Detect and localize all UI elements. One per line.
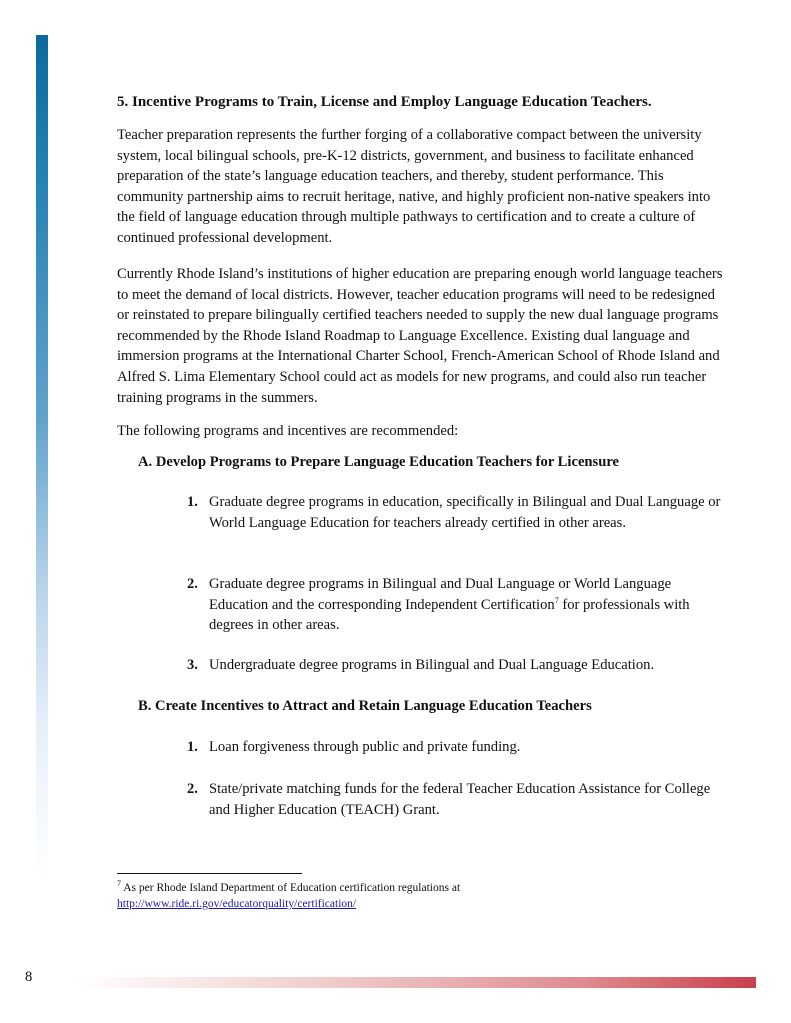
list-item	[187, 737, 727, 758]
bottom-accent-bar	[76, 977, 756, 988]
subsection-heading-b: B. Create Incentives to Attract and Retain Language Education Teachers	[138, 698, 592, 714]
list-text	[209, 574, 727, 636]
page-number: 8	[25, 969, 33, 985]
left-accent-bar	[36, 35, 48, 880]
list-number: 2.	[187, 576, 198, 592]
paragraph-current-status: Currently Rhode Island’s institutions of higher education are preparing enough world language teachers to meet the demand of local districts. However, teacher education programs will need to be redesigned or reinstated to prepare bilingually certified teachers needed to supply the new dual language programs recommended by the Rhode Island Roadmap to Language Excellence. Existing dual language and immersion programs at the International Charter School, French-American School of Rhode Island and Alfred S. Lima Elementary School could act as models for new programs, and could also run teacher training programs in the summers.	[117, 266, 723, 406]
subsection-heading-a: A. Develop Programs to Prepare Language Education Teachers for Licensure	[138, 454, 620, 470]
list-number: 3.	[187, 657, 198, 673]
footnote-reference[interactable]: 7	[554, 595, 559, 605]
list-text: Undergraduate degree programs in Bilingual and Dual Language Education.	[209, 657, 655, 673]
list-text: Graduate degree programs in education, specifically in Bilingual and Dual Language or World Language Education for teachers already certified in other areas.	[209, 494, 721, 531]
list-text: State/private matching funds for the federal Teacher Education Assistance for College and Higher Education (TEACH) Grant.	[209, 781, 711, 818]
list-item	[187, 492, 727, 533]
footnote-divider	[117, 873, 302, 874]
list-number: 1.	[187, 494, 198, 510]
list-text: Loan forgiveness through public and private funding.	[209, 739, 521, 755]
list-number: 2.	[187, 781, 198, 797]
list-number: 1.	[187, 739, 198, 755]
footnote-marker: 7	[117, 879, 121, 889]
list-text-after: for professionals with degrees in other areas.	[209, 596, 690, 634]
list-item	[187, 655, 727, 676]
footnote-link[interactable]: http://www.ride.ri.gov/educatorquality/certification/	[117, 898, 357, 910]
list-item	[187, 574, 727, 636]
list-item	[187, 779, 727, 820]
list-text-before: Graduate degree programs in Bilingual and Dual Language or World Language Education and the corresponding Independent Certification	[209, 576, 672, 613]
paragraph-recommendations-intro: The following programs and incentives are recommended:	[117, 423, 459, 439]
footnote	[117, 880, 460, 912]
section-heading: 5. Incentive Programs to Train, License and Employ Language Education Teachers.	[117, 94, 652, 110]
footnote-text: As per Rhode Island Department of Education certification regulations at	[121, 882, 461, 894]
paragraph-teacher-preparation: Teacher preparation represents the further forging of a collaborative compact between the university system, local bilingual schools, pre-K-12 districts, government, and business to facilitate enhanced preparation of the state’s language education teachers, and thereby, student performance. This community partnership aims to recruit heritage, native, and highly proficient non-native speakers into the field of language education through multiple pathways to certification and to create a culture of continued professional development.	[117, 127, 711, 246]
